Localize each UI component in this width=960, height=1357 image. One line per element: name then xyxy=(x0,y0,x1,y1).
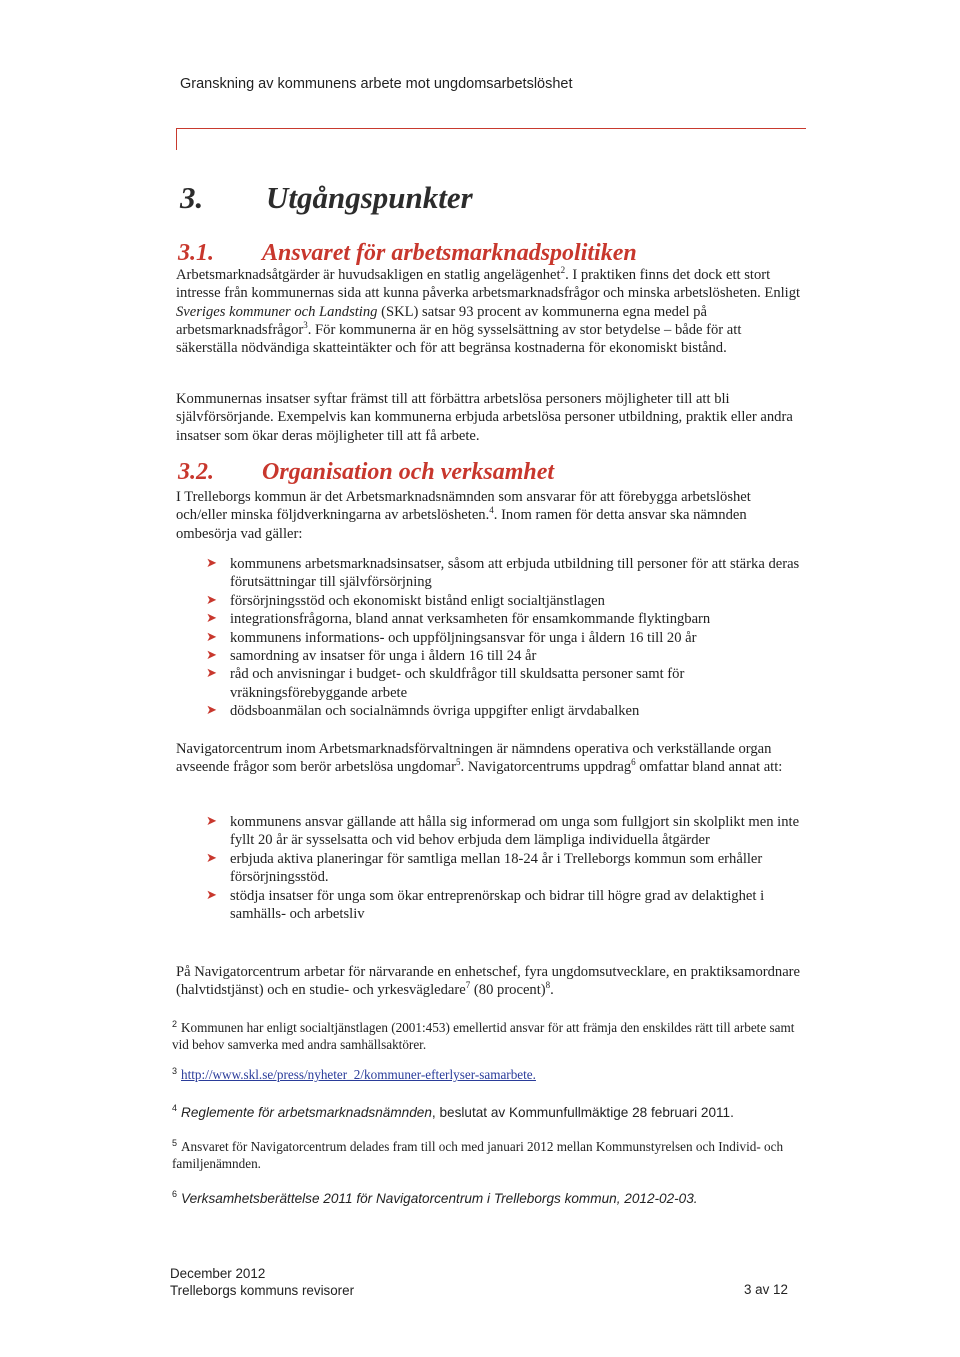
list-item-text: stödja insatser för unga som ökar entreprenörskap och bidrar till högre grad av delaktighet i samhälls- och arbetsliv xyxy=(230,887,765,923)
arrow-bullet-icon: ➤ xyxy=(206,592,217,608)
assignment-list xyxy=(206,813,806,923)
list-item xyxy=(206,610,806,628)
arrow-bullet-icon: ➤ xyxy=(206,814,217,829)
footnote-2: $^2$ Kommunen har enligt socialtjänstlagen (2001:453) emellertid ansvar för att främja den enskildes rätt till arbete samt vid behov samverka med andra samhällsaktörer. xyxy=(172,1018,795,1052)
section-number: 3.2. xyxy=(178,459,214,485)
footnote-4: $^4$ Reglemente för arbetsmarknadsnämnden, beslutat av Kommunfullmäktige 28 februari 2011. xyxy=(172,1103,734,1120)
list-item xyxy=(206,665,806,702)
list-item xyxy=(206,629,806,647)
chapter-number: 3. xyxy=(180,180,204,215)
list-item-text: kommunens informations- och uppföljningsansvar för unga i åldern 16 till 20 år xyxy=(230,629,697,646)
section-heading-3-2 xyxy=(178,459,554,486)
chapter-heading xyxy=(180,180,473,216)
paragraph-ansvar: Arbetsmarknadsåtgärder är huvudsakligen en statlig angelägenhet$^2$. I praktiken finns det dock ett stort intresse från kommunernas sida att kunna påverka arbetsmarknadsfrågor och minska arbetslösheten. Enligt Sveriges kommuner och Landsting (SKL) satsar 93 procent av kommunerna egna medel på arbetsmarknadsfrågor$^3$. För kommunerna är en hög sysselsättning av stor betydelse – både för att säkerställa nödvändiga skatteintäkter och för att begränsa kostnaderna för ekonomiskt bistånd. xyxy=(176,265,801,357)
arrow-bullet-icon: ➤ xyxy=(206,666,217,682)
list-item-text: samordning av insatser för unga i åldern 16 till 24 år xyxy=(230,648,537,665)
list-item xyxy=(206,702,806,720)
list-item-text: kommunens arbetsmarknadsinsatser, såsom att erbjuda utbildning till personer för att stärka deras förutsättningar till självförsörjning xyxy=(230,556,800,591)
page-footer xyxy=(170,1265,354,1299)
list-item-text: integrationsfrågorna, bland annat verksamheten för ensamkommande flyktingbarn xyxy=(230,611,711,628)
footer-date: December 2012 xyxy=(170,1266,266,1281)
list-item-text: erbjuda aktiva planeringar för samtliga mellan 18-24 år i Trelleborgs kommun som erhåller försörjningsstöd. xyxy=(230,850,763,886)
arrow-bullet-icon: ➤ xyxy=(206,887,217,903)
list-item xyxy=(206,887,806,924)
arrow-bullet-icon: ➤ xyxy=(206,611,217,627)
section-heading-3-1 xyxy=(178,240,637,267)
responsibility-list xyxy=(206,555,806,721)
arrow-bullet-icon: ➤ xyxy=(206,629,217,645)
paragraph-navigatorcentrum: Navigatorcentrum inom Arbetsmarknadsförvaltningen är nämndens operativa och verkställande organ avseende frågor som berör arbetslösa ungdomar$^5$. Navigatorcentrums uppdrag$^6$ omfattar bland annat att: xyxy=(176,741,783,776)
header-rule xyxy=(176,128,806,129)
paragraph-insatser: Kommunernas insatser syftar främst till att förbättra arbetslösa personers möjligheter till att bli självförsörjande. Exempelvis kan kommunerna erbjuda arbetslösa personer utbildning, praktik eller andra insatser som ökar deras möjligheter till att få arbete. xyxy=(176,391,793,444)
section-title: Ansvaret för arbetsmarknadspolitiken xyxy=(262,240,637,266)
footer-org: Trelleborgs kommuns revisorer xyxy=(170,1283,355,1298)
list-item xyxy=(206,850,806,887)
page-number: 3 av 12 xyxy=(744,1282,788,1297)
list-item-text: försörjningsstöd och ekonomiskt bistånd enligt socialtjänstlagen xyxy=(230,592,605,609)
paragraph-staff: På Navigatorcentrum arbetar för närvarande en enhetschef, fyra ungdomsutvecklare, en praktiksamordnare (halvtidstjänst) och en studie- och yrkesvägledare$^7$ (80 procent)$^8$. xyxy=(176,964,801,999)
list-item xyxy=(206,647,806,665)
paragraph-organisation: I Trelleborgs kommun är det Arbetsmarknadsnämnden som ansvarar för att förebygga arbetslöshet och/eller minska följdverkningarna av arbetslösheten.$^4$. Inom ramen för detta ansvar ska nämnden ombesörja vad gäller: xyxy=(176,489,751,542)
list-item xyxy=(206,555,806,592)
arrow-bullet-icon: ➤ xyxy=(206,648,217,664)
arrow-bullet-icon: ➤ xyxy=(206,703,217,719)
list-item xyxy=(206,592,806,610)
list-item-text: dödsboanmälan och socialnämnds övriga uppgifter enligt ärvdabalken xyxy=(230,703,640,720)
list-item-text: råd och anvisningar i budget- och skuldfrågor till skuldsatta personer samt för vräkningsförebyggande arbete xyxy=(230,666,685,701)
arrow-bullet-icon: ➤ xyxy=(206,850,217,866)
footnote-6: $^6$ Verksamhetsberättelse 2011 för Navigatorcentrum i Trelleborgs kommun, 2012-02-03. xyxy=(172,1189,698,1206)
list-item xyxy=(206,813,806,850)
arrow-bullet-icon: ➤ xyxy=(206,556,217,571)
section-number: 3.1. xyxy=(178,240,214,266)
list-item-text: kommunens ansvar gällande att hålla sig informerad om unga som fullgjort sin skolplikt men inte fyllt 20 år är sysselsatta och vid behov erbjuda dem lämpliga individuella åtgärder xyxy=(230,814,800,849)
section-title: Organisation och verksamhet xyxy=(262,459,555,485)
running-header: Granskning av kommunens arbete mot ungdomsarbetslöshet xyxy=(180,76,573,92)
footnote-link[interactable]: http://www.skl.se/press/nyheter_2/kommuner-efterlyser-samarbete. xyxy=(181,1067,536,1082)
chapter-title: Utgångspunkter xyxy=(266,180,473,215)
footnote-3: $^3$ http://www.skl.se/press/nyheter_2/kommuner-efterlyser-samarbete. xyxy=(172,1065,536,1082)
header-rule-tick xyxy=(176,128,177,150)
footnote-5: $^5$ Ansvaret för Navigatorcentrum delades fram till och med januari 2012 mellan Kommunstyrelsen och Individ- och familjenämnden. xyxy=(172,1137,784,1171)
